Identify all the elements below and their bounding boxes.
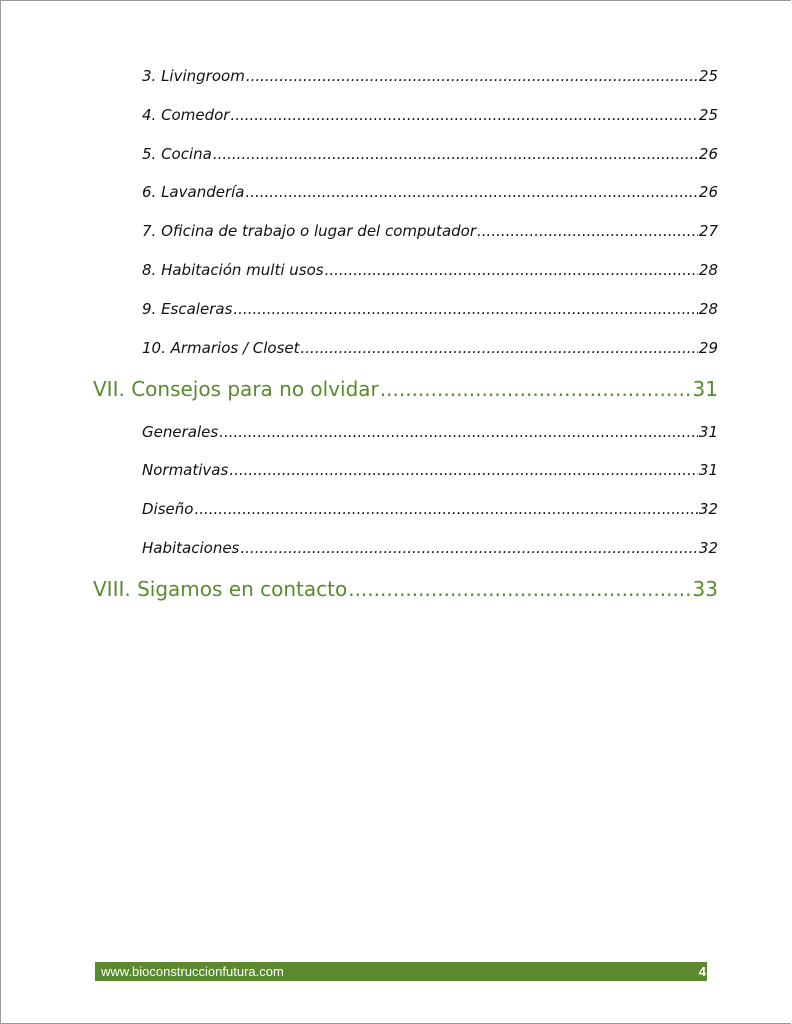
- toc-entry-label: Generales: [142, 423, 219, 441]
- toc-entry-page: 32: [698, 500, 718, 518]
- toc-entry-label: Normativas: [142, 461, 229, 479]
- toc-entry-page: 26: [698, 145, 718, 163]
- toc-entry-page: 31: [698, 461, 718, 479]
- toc-entry-label: 6. Lavandería: [142, 183, 245, 201]
- toc-entry-label: 9. Escaleras: [142, 300, 233, 318]
- toc-leader-dots: [194, 498, 697, 520]
- toc-entry-escaleras[interactable]: [142, 298, 718, 320]
- toc-entry-cocina[interactable]: [142, 143, 718, 165]
- toc-leader-dots: [246, 65, 698, 87]
- toc-leader-dots: [240, 537, 698, 559]
- toc-entry-normativas[interactable]: [142, 459, 718, 481]
- toc-entry-label: Habitaciones: [142, 539, 240, 557]
- footer-page-number: 4: [698, 964, 706, 979]
- toc-entry-habitacion-multi-usos[interactable]: [142, 259, 718, 281]
- toc-section-label: VII. Consejos para no olvidar: [93, 377, 379, 401]
- toc-entry-page: 25: [698, 67, 718, 85]
- toc-leader-dots: [245, 181, 697, 203]
- toc-entry-diseno[interactable]: [142, 498, 718, 520]
- toc-entry-armarios[interactable]: [142, 337, 718, 359]
- toc-leader-dots: [230, 104, 697, 126]
- toc-entry-generales[interactable]: [142, 421, 718, 443]
- toc-entry-label: 3. Livingroom: [142, 67, 245, 85]
- footer-website-link[interactable]: www.bioconstruccionfutura.com: [101, 964, 284, 979]
- toc-section-viii[interactable]: [93, 575, 718, 603]
- toc-entry-page: 29: [698, 339, 718, 357]
- toc-leader-dots: [213, 143, 698, 165]
- toc-leader-dots: [301, 337, 698, 359]
- toc-entry-page: 25: [698, 106, 718, 124]
- toc-section-vii[interactable]: [93, 375, 718, 403]
- toc-entry-comedor[interactable]: [142, 104, 718, 126]
- toc-entry-page: 28: [698, 300, 718, 318]
- toc-entry-label: 4. Comedor: [142, 106, 230, 124]
- footer-bar: [95, 962, 707, 981]
- toc-entry-label: 10. Armarios / Closet: [142, 339, 300, 357]
- toc-leader-dots: [219, 421, 698, 443]
- toc-entry-lavanderia[interactable]: [142, 181, 718, 203]
- toc-entry-page: 28: [698, 261, 718, 279]
- toc-entry-habitaciones[interactable]: [142, 537, 718, 559]
- toc-entry-label: 7. Oficina de trabajo o lugar del computador: [142, 222, 476, 240]
- toc-entry-oficina[interactable]: [142, 220, 718, 242]
- toc-entry-page: 32: [698, 539, 718, 557]
- toc-leader-dots: [233, 298, 698, 320]
- toc-leader-dots: [325, 259, 698, 281]
- toc-leader-dots: [229, 459, 698, 481]
- toc-leader-dots: [348, 575, 691, 603]
- toc-section-page: 33: [692, 577, 718, 601]
- toc-leader-dots: [380, 375, 692, 403]
- toc-leader-dots: [477, 220, 698, 242]
- toc-entry-label: 8. Habitación multi usos: [142, 261, 324, 279]
- toc-section-page: 31: [692, 377, 718, 401]
- toc-entry-page: 26: [698, 183, 718, 201]
- toc-section-label: VIII. Sigamos en contacto: [93, 577, 348, 601]
- toc-entry-label: 5. Cocina: [142, 145, 212, 163]
- toc-entry-page: 31: [698, 423, 718, 441]
- toc-entry-livingroom[interactable]: [142, 65, 718, 87]
- toc-entry-page: 27: [698, 222, 718, 240]
- toc-entry-label: Diseño: [142, 500, 194, 518]
